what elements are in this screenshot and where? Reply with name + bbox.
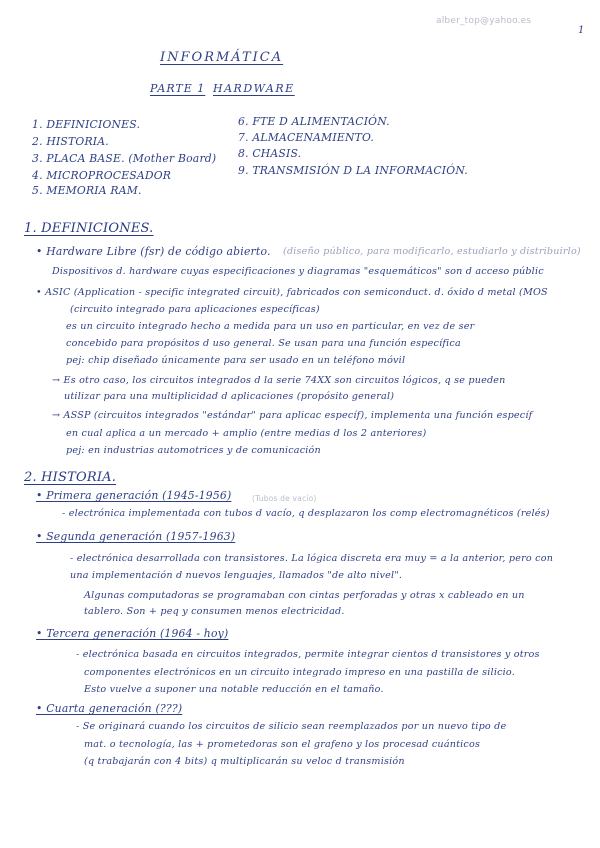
- text-line: una implementación d nuevos lenguajes, llamados "de alto nivel".: [70, 570, 403, 581]
- text-line: → Es otro caso, los circuitos integrados d la serie 74XX son circuitos lógicos, q se pueden: [52, 375, 506, 386]
- text-line: pej: en industrias automotrices y de comunicación: [66, 445, 321, 456]
- generation-1-title: • Primera generación (1945-1956): [36, 489, 232, 502]
- text-line: utilizar para una multiplicidad d aplicaciones (propósito general): [64, 391, 395, 402]
- part-name: HARDWARE: [213, 82, 295, 95]
- text-line: concebido para propósitos d uso general. Se usan para una función específica: [66, 338, 461, 349]
- toc-item: 6. FTE D ALIMENTACIÓN.: [238, 115, 390, 128]
- toc-item: 9. TRANSMISIÓN D LA INFORMACIÓN.: [238, 164, 468, 177]
- text-line: en cual aplica a un mercado + amplio (entre medias d los 2 anteriores): [66, 428, 427, 439]
- toc-item: 7. ALMACENAMIENTO.: [238, 131, 375, 144]
- text-line: Algunas computadoras se programaban con cintas perforadas y otras x cableado en un: [84, 590, 525, 601]
- toc-item: 2. HISTORIA.: [32, 135, 109, 148]
- generation-4-title: • Cuarta generación (???): [36, 702, 183, 715]
- text-line: tablero. Son + peq y consumen menos electricidad.: [84, 606, 345, 617]
- text-line: - electrónica basada en circuitos integrados, permite integrar cientos d transistores y otros: [76, 649, 540, 660]
- toc-item: 5. MEMORIA RAM.: [32, 184, 142, 197]
- text-line: (circuito integrado para aplicaciones específicas): [70, 304, 320, 315]
- text-line: mat. o tecnología, las + prometedoras son el grafeno y los procesad cuánticos: [84, 739, 481, 750]
- definition-hw-libre: • Hardware Libre (fsr) de código abierto.: [36, 245, 271, 258]
- toc-item: 4. MICROPROCESADOR: [32, 169, 172, 182]
- text-line: es un circuito integrado hecho a medida para un uso en particular, en vez de ser: [66, 321, 475, 332]
- text-line: (q trabajarán con 4 bits) q multiplicarán su veloc d transmisión: [84, 756, 405, 767]
- part-label: PARTE 1: [150, 82, 206, 95]
- page-title: INFORMÁTICA: [160, 50, 284, 65]
- page-number: 1: [578, 25, 585, 36]
- text-line: - electrónica implementada con tubos d vacío, q desplazaron los comp electromagnéticos (relés): [62, 508, 550, 519]
- text-line: - electrónica desarrollada con transistores. La lógica discreta era muy = a la anterior, pero con: [70, 553, 554, 564]
- generation-1-note: (Tubos de vacío): [252, 494, 317, 503]
- section-heading-historia: 2. HISTORIA.: [24, 470, 117, 485]
- definition-hw-libre-note: (diseño público, para modificarlo, estudiarlo y distribuirlo): [283, 246, 581, 257]
- text-line: Dispositivos d. hardware cuyas especificaciones y diagramas "esquemáticos" son d acceso públic: [52, 266, 544, 277]
- text-line: componentes electrónicos en un circuito integrado impreso en una pastilla de silicio.: [84, 667, 515, 678]
- toc-item: 1. DEFINICIONES.: [32, 118, 141, 131]
- email-watermark: alber_top@yahoo.es: [436, 16, 532, 26]
- toc-item: 8. CHASIS.: [238, 147, 302, 160]
- generation-3-title: • Tercera generación (1964 - hoy): [36, 627, 229, 640]
- section-heading-definiciones: 1. DEFINICIONES.: [24, 221, 154, 236]
- text-line: pej: chip diseñado únicamente para ser usado en un teléfono móvil: [66, 355, 406, 366]
- toc-item: 3. PLACA BASE. (Mother Board): [32, 152, 217, 165]
- text-line: - Se originará cuando los circuitos de silicio sean reemplazados por un nuevo tipo de: [76, 721, 507, 732]
- generation-2-title: • Segunda generación (1957-1963): [36, 530, 236, 543]
- text-line: Esto vuelve a suponer una notable reducción en el tamaño.: [84, 684, 384, 695]
- definition-assp: → ASSP (circuitos integrados "estándar" para aplicac específ), implementa una función específ: [52, 410, 533, 421]
- definition-asic: • ASIC (Application - specific integrated circuit), fabricados con semiconduct. d. óxido d metal (MOS: [36, 287, 548, 298]
